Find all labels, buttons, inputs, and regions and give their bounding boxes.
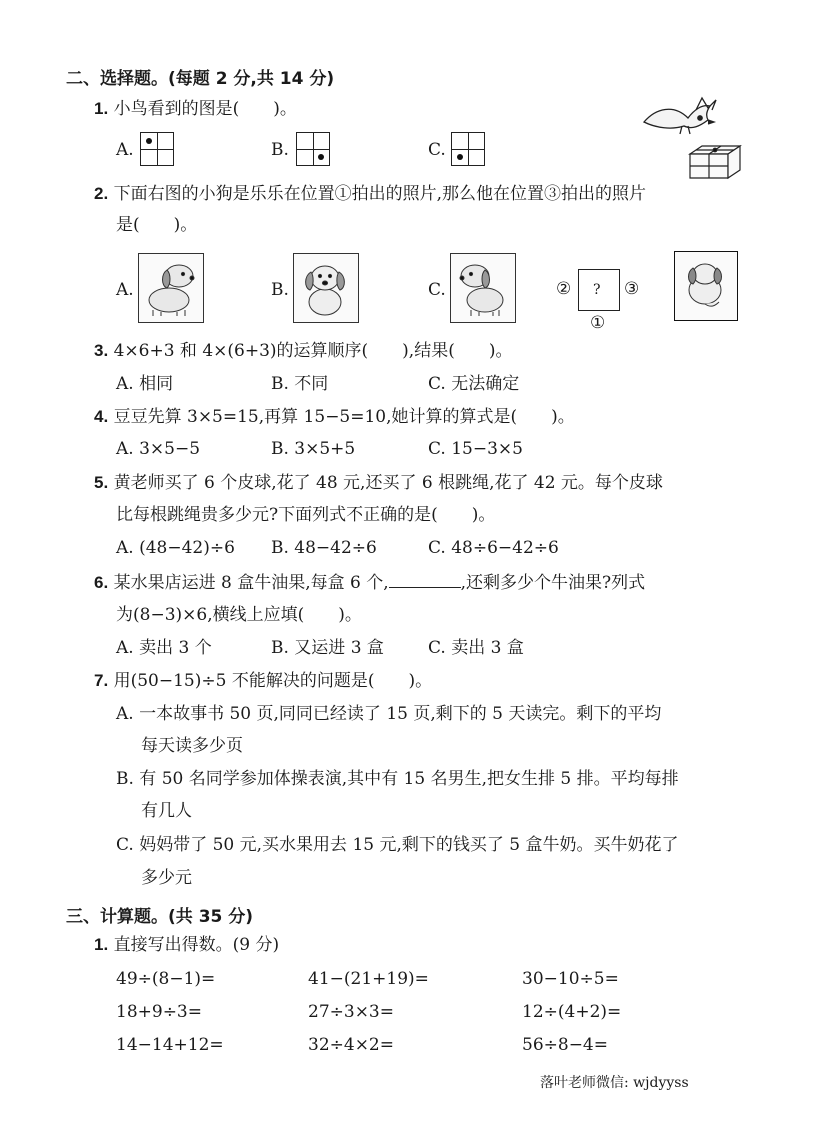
question-2 bbox=[94, 183, 646, 205]
question-number: 2. bbox=[94, 184, 109, 203]
q7-option-c-line1[interactable]: C. 妈妈带了 50 元,买水果用去 15 元,剩下的钱买了 5 盒牛奶。买牛奶花了 bbox=[116, 835, 679, 855]
calc-item[interactable]: 27÷3×3= bbox=[308, 1002, 394, 1022]
question-text-line1: 黄老师买了 6 个皮球,花了 48 元,还买了 6 根跳绳,花了 42 元。每个皮球 bbox=[113, 473, 663, 493]
question-number: 1. bbox=[94, 935, 109, 954]
question-3 bbox=[94, 340, 512, 362]
q7-option-c-line2: 多少元 bbox=[141, 868, 192, 888]
q5-option-a[interactable]: A. (48−42)÷6 bbox=[116, 538, 235, 558]
q5-option-c[interactable]: C. 48÷6−42÷6 bbox=[428, 538, 559, 558]
q4-option-b[interactable]: B. 3×5+5 bbox=[271, 439, 356, 459]
q3-option-b[interactable]: B. 不同 bbox=[271, 374, 329, 394]
question-number: 3. bbox=[94, 341, 109, 360]
question-number: 1. bbox=[94, 99, 109, 118]
q2-option-a-image[interactable] bbox=[138, 253, 204, 323]
dot-icon bbox=[146, 138, 152, 144]
dot-icon bbox=[457, 154, 463, 160]
calc-item[interactable]: 56÷8−4= bbox=[522, 1035, 608, 1055]
calc-item[interactable]: 14−14+12= bbox=[116, 1035, 224, 1055]
q3-option-c[interactable]: C. 无法确定 bbox=[428, 374, 520, 394]
footer-credit: 落叶老师微信: wjdyyss bbox=[540, 1075, 689, 1091]
q1-option-a-grid[interactable] bbox=[140, 132, 174, 166]
calc-item[interactable]: 12÷(4+2)= bbox=[522, 1002, 622, 1022]
q2-option-b-label: B. bbox=[271, 280, 289, 300]
q2-option-c-label: C. bbox=[428, 280, 446, 300]
dog-front-icon bbox=[294, 254, 356, 320]
question-5 bbox=[94, 472, 663, 494]
position-1-label: ① bbox=[590, 313, 606, 333]
q7-option-a-line2: 每天读多少页 bbox=[141, 736, 243, 756]
question-6 bbox=[94, 571, 645, 594]
q1-option-b-label: B. bbox=[271, 140, 289, 160]
q4-option-a[interactable]: A. 3×5−5 bbox=[116, 439, 201, 459]
position-diagram-box bbox=[578, 269, 620, 311]
question-text-line1-post: ,还剩多少个牛油果?列式 bbox=[460, 573, 646, 593]
q6-option-b[interactable]: B. 又运进 3 盒 bbox=[271, 638, 384, 658]
question-mark: ? bbox=[593, 282, 601, 298]
q7-option-b-line2: 有几人 bbox=[141, 801, 192, 821]
calc-item[interactable]: 18+9÷3= bbox=[116, 1002, 202, 1022]
calc-item[interactable]: 49÷(8−1)= bbox=[116, 969, 216, 989]
question-text: 4×6+3 和 4×(6+3)的运算顺序( ),结果( )。 bbox=[113, 341, 513, 361]
question-1 bbox=[94, 98, 297, 120]
section-heading-choice: 二、选择题。(每题 2 分,共 14 分) bbox=[66, 69, 335, 89]
q2-option-b-image[interactable] bbox=[293, 253, 359, 323]
calc-item[interactable]: 30−10÷5= bbox=[522, 969, 619, 989]
question-number: 6. bbox=[94, 573, 109, 592]
q6-option-a[interactable]: A. 卖出 3 个 bbox=[116, 638, 212, 658]
question-2-line2: 是( )。 bbox=[116, 215, 198, 235]
dog-top-icon bbox=[675, 252, 735, 318]
question-text-line1-pre: 某水果店运进 8 盒牛油果,每盒 6 个, bbox=[113, 573, 389, 593]
reference-dog-image bbox=[674, 251, 738, 321]
section3-question-1 bbox=[94, 934, 279, 956]
dot-icon bbox=[318, 154, 324, 160]
q1-option-c-label: C. bbox=[428, 140, 446, 160]
q1-option-a-label: A. bbox=[116, 140, 134, 160]
q2-option-a-label: A. bbox=[116, 280, 134, 300]
calc-item[interactable]: 41−(21+19)= bbox=[308, 969, 429, 989]
question-number: 5. bbox=[94, 473, 109, 492]
question-6-line2: 为(8−3)×6,横线上应填( )。 bbox=[116, 605, 362, 625]
q6-option-c[interactable]: C. 卖出 3 盒 bbox=[428, 638, 524, 658]
calc-item[interactable]: 32÷4×2= bbox=[308, 1035, 394, 1055]
question-4 bbox=[94, 406, 575, 428]
cubes-icon bbox=[690, 146, 740, 178]
fill-in-blank[interactable] bbox=[389, 571, 461, 588]
question-number: 7. bbox=[94, 671, 109, 690]
q1-option-c-grid[interactable] bbox=[451, 132, 485, 166]
question-7 bbox=[94, 670, 432, 692]
question-text: 直接写出得数。(9 分) bbox=[113, 935, 280, 955]
bird-and-cubes-illustration bbox=[636, 96, 746, 184]
q7-option-b-line1[interactable]: B. 有 50 名同学参加体操表演,其中有 15 名男生,把女生排 5 排。平均每排 bbox=[116, 769, 679, 789]
q4-option-c[interactable]: C. 15−3×5 bbox=[428, 439, 523, 459]
question-text-line1: 下面右图的小狗是乐乐在位置①拍出的照片,那么他在位置③拍出的照片 bbox=[113, 184, 646, 204]
position-3-label: ③ bbox=[624, 279, 640, 299]
question-number: 4. bbox=[94, 407, 109, 426]
q2-option-c-image[interactable] bbox=[450, 253, 516, 323]
q3-option-a[interactable]: A. 相同 bbox=[116, 374, 174, 394]
section-heading-calculation: 三、计算题。(共 35 分) bbox=[66, 907, 254, 927]
position-2-label: ② bbox=[556, 279, 572, 299]
question-5-line2: 比每根跳绳贵多少元?下面列式不正确的是( )。 bbox=[116, 505, 496, 525]
q1-option-b-grid[interactable] bbox=[296, 132, 330, 166]
question-text: 小鸟看到的图是( )。 bbox=[113, 99, 297, 119]
q7-option-a-line1[interactable]: A. 一本故事书 50 页,同同已经读了 15 页,剩下的 5 天读完。剩下的平均 bbox=[116, 704, 662, 724]
q5-option-b[interactable]: B. 48−42÷6 bbox=[271, 538, 377, 558]
bird-icon bbox=[644, 98, 716, 134]
question-text: 用(50−15)÷5 不能解决的问题是( )。 bbox=[113, 671, 433, 691]
question-text: 豆豆先算 3×5=15,再算 15−5=10,她计算的算式是( )。 bbox=[113, 407, 575, 427]
dog-side-icon bbox=[139, 254, 201, 320]
dog-side-right-icon bbox=[451, 254, 513, 320]
